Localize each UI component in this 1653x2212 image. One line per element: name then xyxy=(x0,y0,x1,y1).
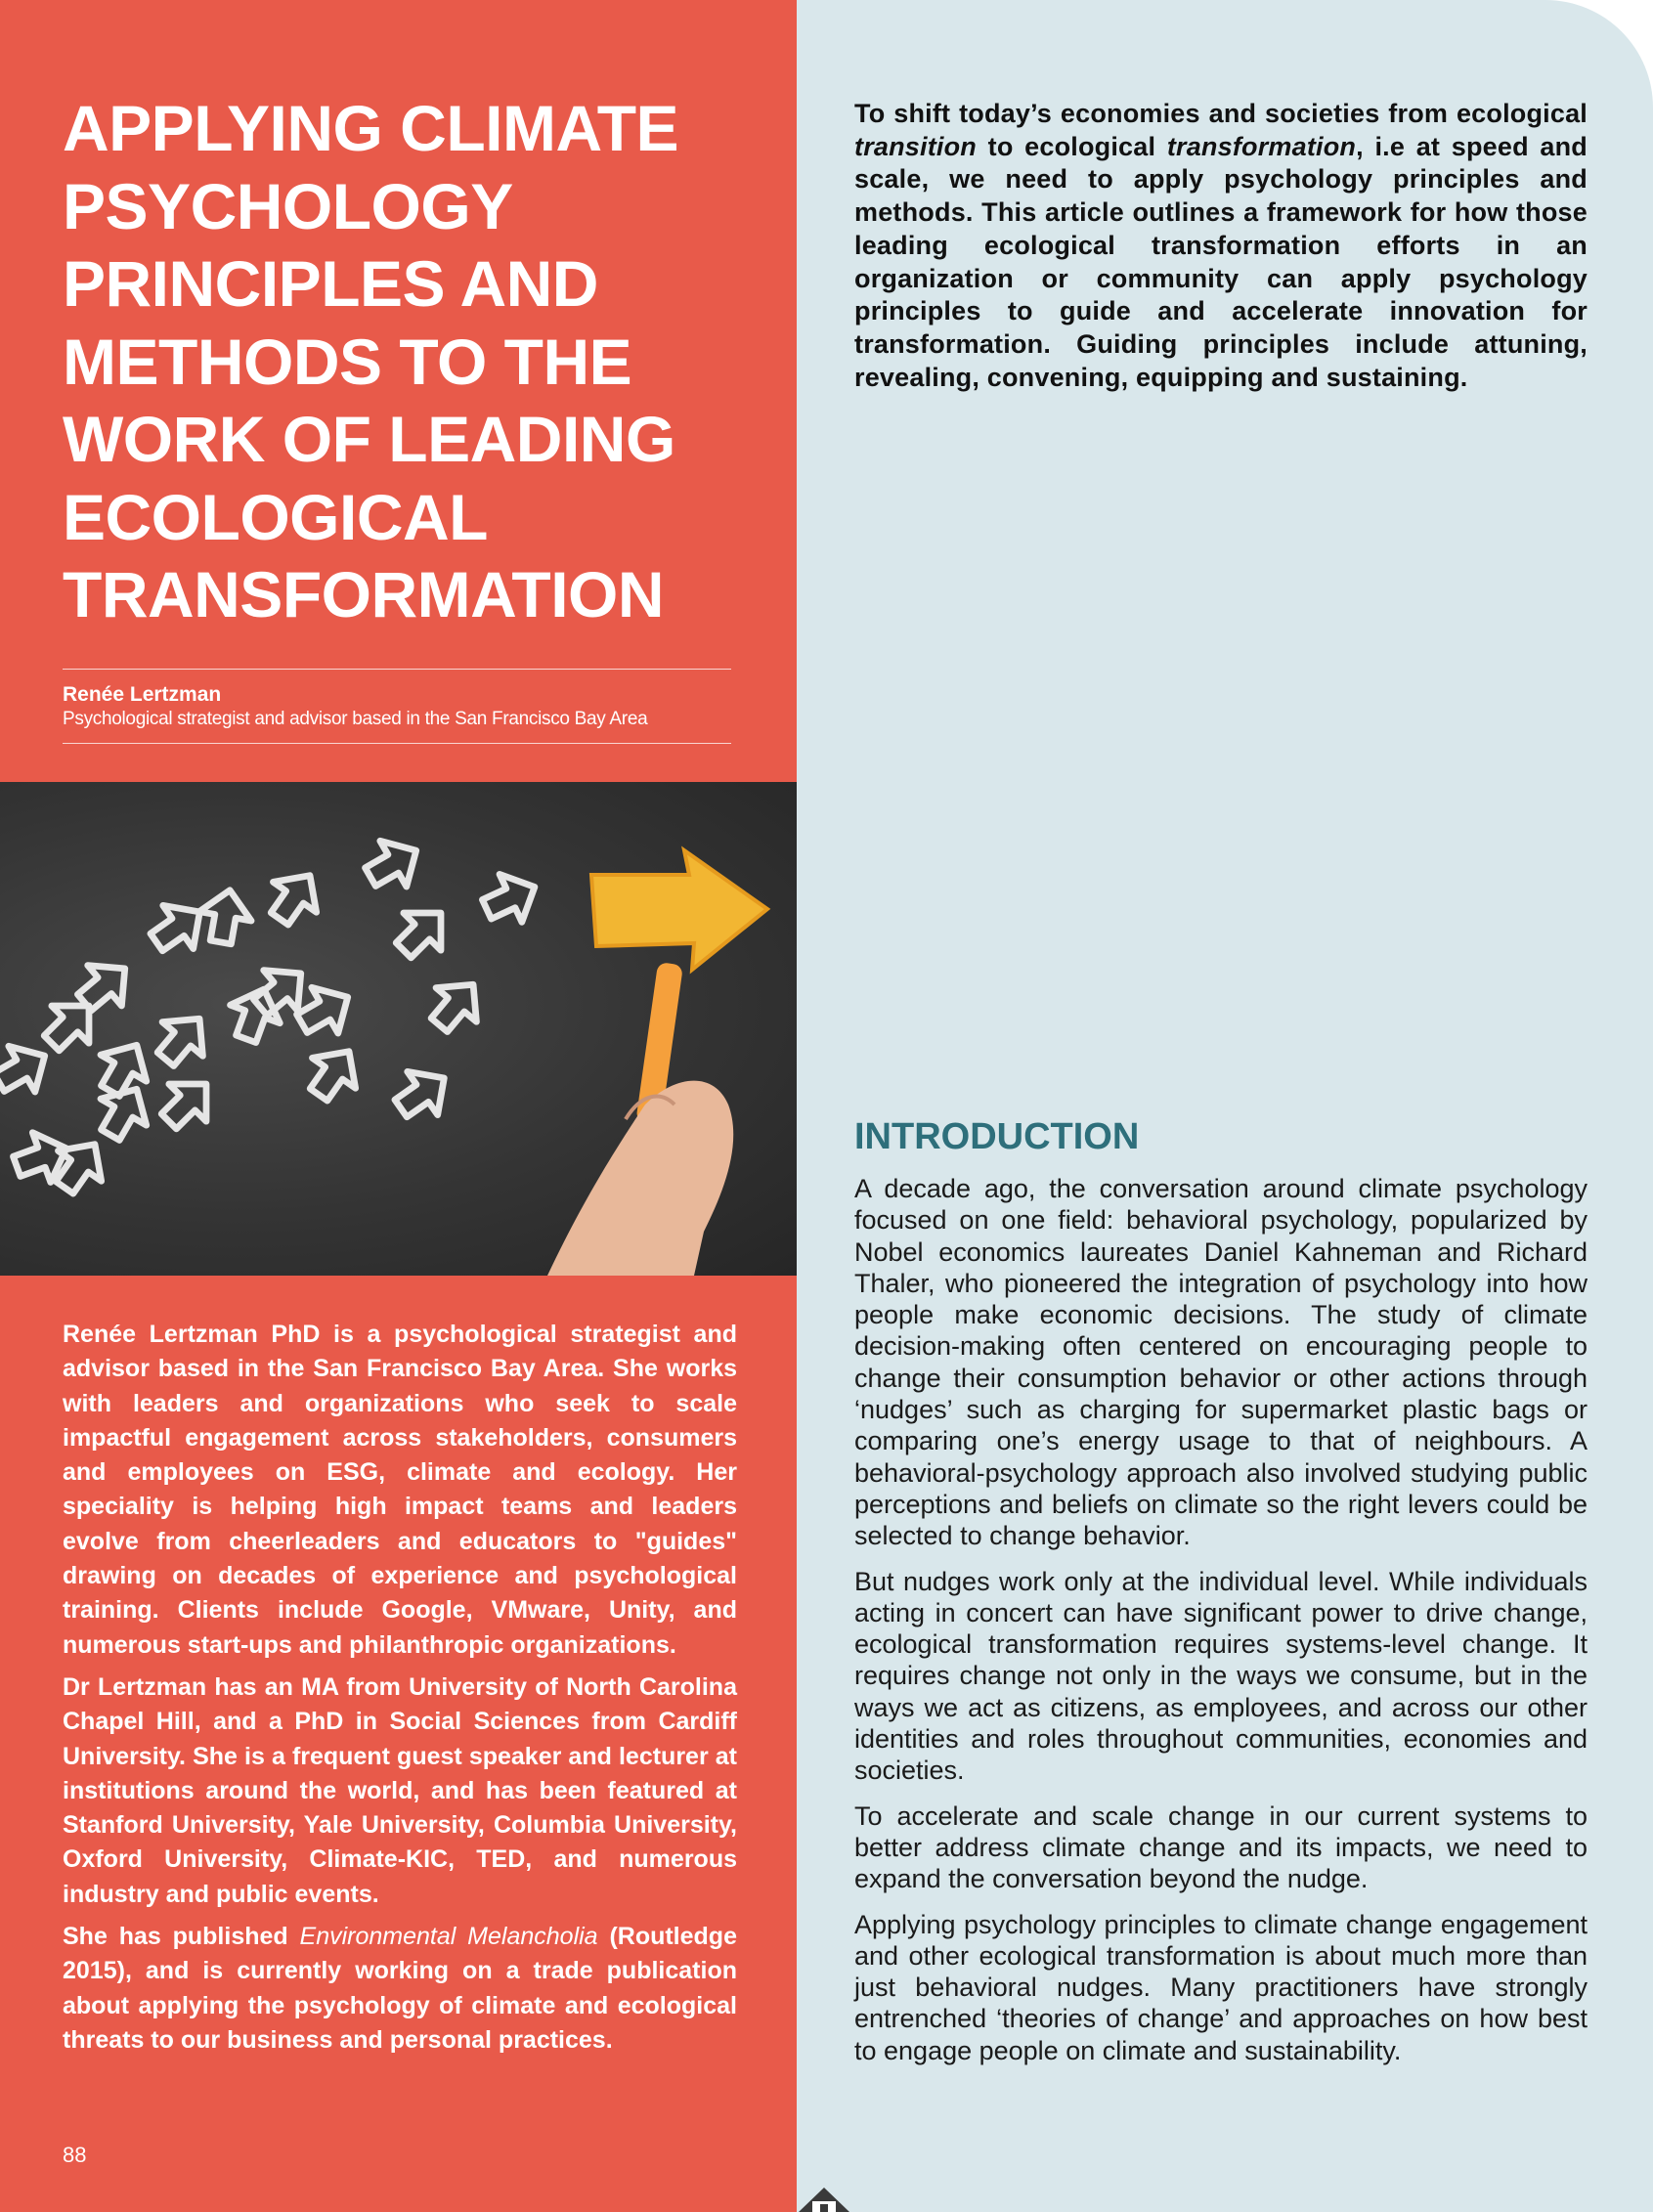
chalk-arrow-icon xyxy=(591,850,767,970)
intro-paragraph: A decade ago, the conversation around climate psychology focused on one field: behavioral psychology, popularized by Nobel economics laureates Daniel Kahneman and Richard Thaler, who pioneered the integration of psychology into how people make economic decisions. The study of climate decision-making often centered on encouraging people to change their consumption behavior or other actions through ‘nudges’ such as charging for supermarket plastic bags or comparing one’s energy usage to that of neighbours. A behavioral-psychology approach also involved studying public perceptions and beliefs on climate so the right levers could be selected to change behavior. xyxy=(854,1174,1588,1551)
home-icon[interactable] xyxy=(795,2182,853,2212)
bio-paragraph-1: Renée Lertzman PhD is a psychological strategist and advisor based in the San Francisco Bay Area. She works with leaders and organizations who seek to scale impactful engagement across stakeholders, consumers and employees on ESG, climate and ecology. Her speciality is helping high impact teams and leaders evolve from cheerleaders and educators to "guides" drawing on decades of experience and psychological training. Clients include Google, VMware, Unity, and numerous start-ups and philanthropic organizations. xyxy=(63,1321,737,1659)
abstract: To shift today’s economies and societies from ecological transition to ecological transformation, i.e at speed and scale, we need to apply psychology principles and methods. This article outlines a framework for how those leading ecological transformation efforts in an organization or community can apply psychology principles to guide and accelerate innovation for transformation. Guiding principles include attuning, revealing, convening, equipping and sustaining. xyxy=(854,99,1588,392)
author-role: Psychological strategist and advisor based in the San Francisco Bay Area xyxy=(63,709,648,729)
chalk-arrows xyxy=(0,828,545,1203)
page-number: 88 xyxy=(63,2143,87,2167)
author-bio xyxy=(63,1318,737,2065)
chalkboard-arrows-photo xyxy=(0,782,797,1276)
article-title: APPLYING CLIMATE PSYCHOLOGY PRINCIPLES AND METHODS TO THE WORK OF LEADING ECOLOGICAL TRANSFORMATION xyxy=(63,92,679,630)
bio-paragraph-2: Dr Lertzman has an MA from University of North Carolina Chapel Hill, and a PhD in Social Sciences from Cardiff University. She is a frequent guest speaker and lecturer at institutions around the world, and has been featured at Stanford University, Yale University, Columbia University, Oxford University, Climate-KIC, TED, and numerous industry and public events. xyxy=(63,1672,737,1908)
intro-paragraph: Applying psychology principles to climate change engagement and other ecological transformation is about much more than just behavioral nudges. Many practitioners have strongly entrenched ‘theories of change’ and approaches on how best to engage people on climate and sustainability. xyxy=(854,1909,1588,2065)
intro-paragraph: To accelerate and scale change in our current systems to better address climate change and its impacts, we need to expand the conversation beyond the nudge. xyxy=(854,1800,1588,1894)
intro-paragraph: But nudges work only at the individual level. While individuals acting in concert can have significant power to drive change, ecological transformation requires systems-level change. It requires change not only in the ways we consume, but in the ways we act as citizens, as employees, and across our other identities and roles throughout communities, economies and societies. xyxy=(854,1566,1588,1786)
left-panel xyxy=(0,0,797,2212)
hand-holding-chalk xyxy=(547,962,733,1276)
divider-top xyxy=(63,669,731,670)
bio-paragraph-3: She has published Environmental Melancholia (Routledge 2015), and is currently working on a trade publication about applying the psychology of climate and ecological threats to our business and personal practices. xyxy=(63,1923,737,2054)
book-title: Environmental Melancholia xyxy=(299,1923,598,1951)
introduction-body xyxy=(854,1173,1588,2080)
divider-bottom xyxy=(63,743,731,744)
introduction-heading: INTRODUCTION xyxy=(854,1116,1140,1157)
author-name: Renée Lertzman xyxy=(63,683,222,706)
